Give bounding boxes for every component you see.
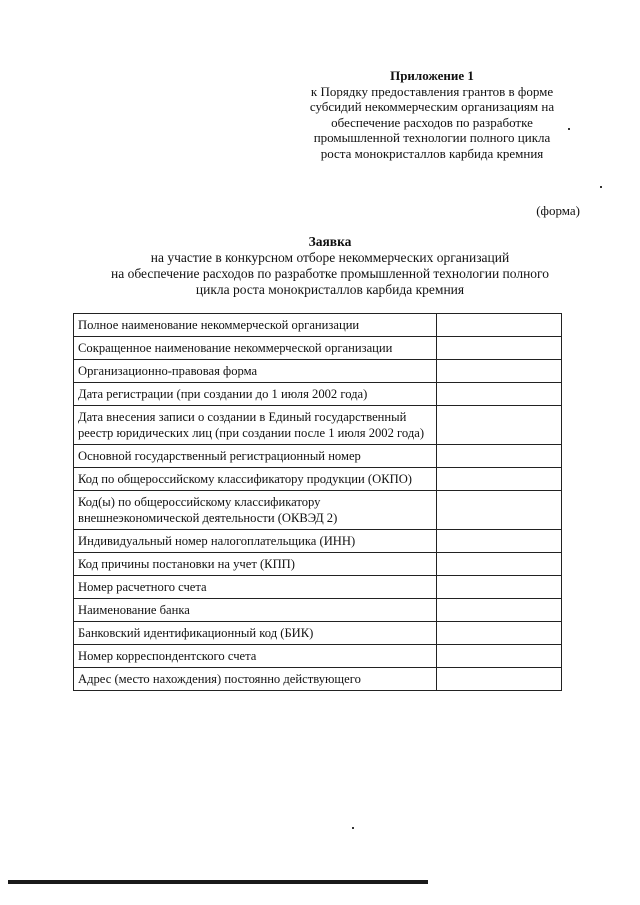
heading-line: на участие в конкурсном отборе некоммерческих организаций (150, 250, 510, 265)
row-value-cell[interactable] (436, 383, 561, 406)
table-row (74, 668, 562, 691)
scan-speck (568, 128, 570, 130)
appendix-line: субсидий некоммерческим организациям на (309, 99, 555, 114)
table-row (74, 553, 562, 576)
row-value-cell[interactable] (436, 622, 561, 645)
row-label: Номер расчетного счета (74, 576, 437, 599)
application-title: Заявка (308, 234, 352, 249)
row-value-cell[interactable] (436, 468, 561, 491)
table-row (74, 576, 562, 599)
row-value-cell[interactable] (436, 668, 561, 691)
row-label: Адрес (место нахождения) постоянно действующего (74, 668, 437, 691)
table-row (74, 645, 562, 668)
table-row (74, 530, 562, 553)
table-row (74, 406, 562, 445)
table-row (74, 445, 562, 468)
row-label: Дата регистрации (при создании до 1 июля 2002 года) (74, 383, 437, 406)
table-row (74, 468, 562, 491)
row-value-cell[interactable] (436, 576, 561, 599)
row-label: Основной государственный регистрационный номер (74, 445, 437, 468)
row-label: Номер корреспондентского счета (74, 645, 437, 668)
row-label: Организационно-правовая форма (74, 360, 437, 383)
row-label: Код по общероссийскому классификатору продукции (ОКПО) (74, 468, 437, 491)
appendix-title: Приложение 1 (390, 68, 474, 83)
scan-speck (600, 186, 602, 188)
row-value-cell[interactable] (436, 360, 561, 383)
table-row (74, 337, 562, 360)
heading-line: цикла роста монокристаллов карбида кремния (195, 282, 465, 297)
row-label: Наименование банка (74, 599, 437, 622)
row-value-cell[interactable] (436, 445, 561, 468)
table-row (74, 314, 562, 337)
row-label: Сокращенное наименование некоммерческой организации (74, 337, 437, 360)
row-label: Дата внесения записи о создании в Единый государственный реестр юридических лиц (при создании после 1 июля 2002 года) (74, 406, 437, 445)
row-label: Индивидуальный номер налогоплательщика (ИНН) (74, 530, 437, 553)
row-value-cell[interactable] (436, 599, 561, 622)
appendix-line: к Порядку предоставления грантов в форме (310, 83, 554, 99)
row-label: Код причины постановки на учет (КПП) (74, 553, 437, 576)
row-value-cell[interactable] (436, 553, 561, 576)
scan-edge-bar (8, 880, 428, 884)
table-row (74, 491, 562, 530)
table-row (74, 599, 562, 622)
row-value-cell[interactable] (436, 314, 561, 337)
row-label: Банковский идентификационный код (БИК) (74, 622, 437, 645)
scan-speck (352, 827, 354, 829)
appendix-line: обеспечение расходов по разработке (331, 114, 533, 130)
row-value-cell[interactable] (436, 530, 561, 553)
form-mark: (форма) (536, 203, 580, 218)
heading-line: на обеспечение расходов по разработке промышленной технологии полного (110, 266, 550, 281)
table-row (74, 622, 562, 645)
appendix-line: роста монокристаллов карбида кремния (320, 145, 544, 161)
application-heading (60, 234, 600, 298)
row-value-cell[interactable] (436, 337, 561, 360)
row-label: Код(ы) по общероссийскому классификатору внешнеэкономической деятельности (ОКВЭД 2) (74, 491, 437, 530)
table-row (74, 360, 562, 383)
appendix-block (282, 68, 582, 161)
row-value-cell[interactable] (436, 491, 561, 530)
row-value-cell[interactable] (436, 645, 561, 668)
appendix-line: промышленной технологии полного цикла (313, 130, 551, 145)
table-row (74, 383, 562, 406)
row-value-cell[interactable] (436, 406, 561, 445)
row-label: Полное наименование некоммерческой организации (74, 314, 437, 337)
application-form-table (73, 313, 562, 691)
